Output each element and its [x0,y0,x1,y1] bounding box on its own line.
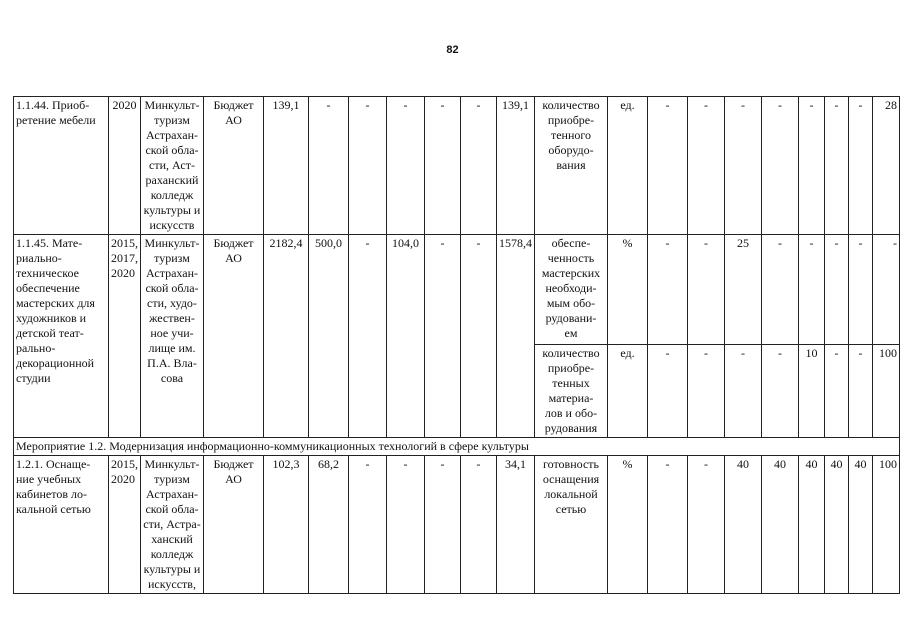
table-row [14,438,900,456]
fin-2020: 34,1 [497,456,535,594]
indicator-value: - [825,97,849,235]
program-table [13,96,900,594]
indicator-value: - [688,345,725,438]
indicator-value: - [799,235,825,345]
funding-source: Бюджет АО [204,97,264,235]
fin-2015: - [309,97,349,235]
fin-2019: - [461,235,497,438]
indicator-value: 40 [799,456,825,594]
table-row [14,235,900,345]
indicator-value: 40 [849,456,873,594]
fin-2015: 500,0 [309,235,349,438]
fin-2018: - [425,235,461,438]
indicator-value: - [688,456,725,594]
indicator-value: - [873,235,900,345]
indicator-value: 40 [825,456,849,594]
indicator-value: - [648,345,688,438]
indicator-value: - [825,235,849,345]
fin-total: 139,1 [264,97,309,235]
measure-executor: Минкульт- туризм Астрахан- ской обла- сти, Астра- ханский колледж культуры и искусств, [141,456,204,594]
funding-source: Бюджет АО [204,456,264,594]
section-subheading: Мероприятие 1.2. Модернизация информационно-коммуникационных технологий в сфере культуры [14,438,900,456]
indicator-name: обеспе- ченность мастерских необходи- мым обо- рудовани- ем [535,235,608,345]
fin-2017: 104,0 [387,235,425,438]
measure-years: 2015, 2020 [109,456,141,594]
measure-name: 1.1.45. Мате- риально- техническое обеспечение мастерских для художников и детской теат- рально- декорационной студии [14,235,109,438]
measure-name: 1.2.1. Оснаще- ние учебных кабинетов ло- кальной сетью [14,456,109,594]
indicator-value: - [648,97,688,235]
indicator-value: - [648,456,688,594]
indicator-value: - [762,345,799,438]
fin-2016: - [349,456,387,594]
indicator-value: - [688,235,725,345]
fin-2018: - [425,456,461,594]
measure-name: 1.1.44. Приоб- ретение мебели [14,97,109,235]
measure-executor: Минкульт- туризм Астрахан- ской обла- сти, худо- жествен- ное учи- лище им. П.А. Вла- сова [141,235,204,438]
page-number: 82 [446,44,459,56]
fin-2015: 68,2 [309,456,349,594]
indicator-unit: ед. [608,345,648,438]
indicator-unit: ед. [608,97,648,235]
fin-2020: 1578,4 [497,235,535,438]
indicator-value: 100 [873,456,900,594]
fin-total: 102,3 [264,456,309,594]
indicator-value: - [688,97,725,235]
fin-2017: - [387,97,425,235]
indicator-value: - [725,97,762,235]
indicator-value: 10 [799,345,825,438]
fin-total: 2182,4 [264,235,309,438]
measure-executor: Минкульт- туризм Астрахан- ской обла- сти, Аст- раханский колледж культуры и искусств [141,97,204,235]
indicator-value: - [762,235,799,345]
indicator-value: 28 [873,97,900,235]
indicator-value: 25 [725,235,762,345]
indicator-value: - [648,235,688,345]
indicator-name: готовность оснащения локальной сетью [535,456,608,594]
fin-2019: - [461,456,497,594]
fin-2018: - [425,97,461,235]
indicator-value: - [762,97,799,235]
indicator-value: - [849,345,873,438]
indicator-unit: % [608,456,648,594]
indicator-name: количество приобре- тенного оборудо- вания [535,97,608,235]
fin-2017: - [387,456,425,594]
indicator-value: 40 [762,456,799,594]
funding-source: Бюджет АО [204,235,264,438]
indicator-value: - [799,97,825,235]
measure-years: 2020 [109,97,141,235]
fin-2016: - [349,97,387,235]
measure-years: 2015, 2017, 2020 [109,235,141,438]
indicator-value: - [725,345,762,438]
table-row [14,456,900,594]
fin-2016: - [349,235,387,438]
indicator-value: 100 [873,345,900,438]
indicator-value: 40 [725,456,762,594]
fin-2019: - [461,97,497,235]
indicator-value: - [849,235,873,345]
fin-2020: 139,1 [497,97,535,235]
indicator-name: количество приобре- тенных материа- лов и обо- рудования [535,345,608,438]
table-row [14,97,900,235]
indicator-value: - [849,97,873,235]
indicator-unit: % [608,235,648,345]
indicator-value: - [825,345,849,438]
